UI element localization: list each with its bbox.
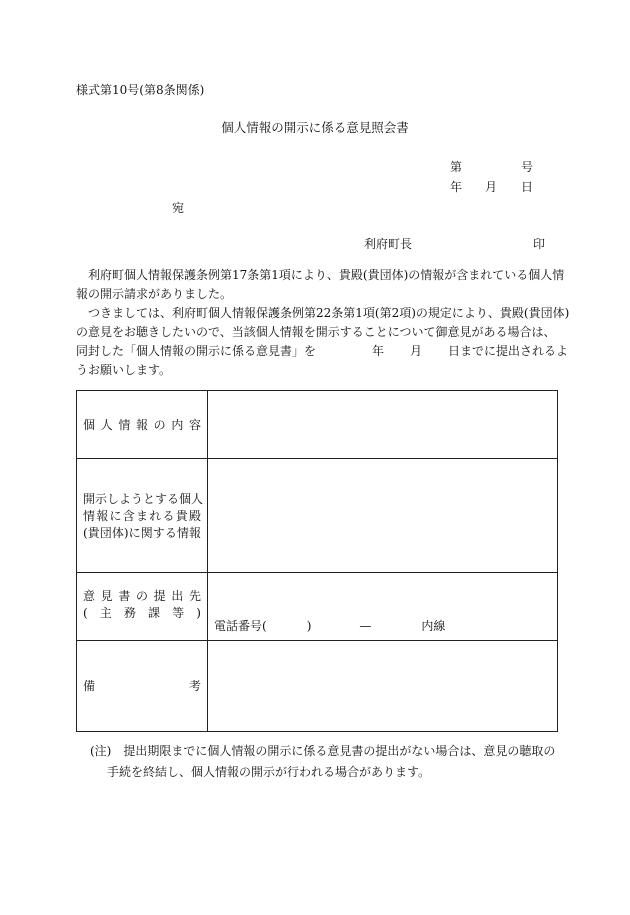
body-line-deadline: [76, 342, 569, 361]
table-row-content: [77, 391, 558, 459]
deadline-day-text: 日までに提出されるよ: [448, 344, 569, 358]
remarks-label-right: 考: [188, 679, 201, 693]
addressee-suffix: 宛: [172, 201, 185, 215]
label-cell: [77, 573, 208, 641]
row-label-line: (貴団体)に関する情報: [83, 526, 201, 540]
extension-label: 内線: [421, 619, 446, 633]
body-paragraph-2: [76, 304, 570, 380]
body-line: 報の開示請求がありました。: [76, 287, 233, 301]
value-cell-submission[interactable]: [208, 573, 558, 641]
note-text: 提出期限までに個人情報の開示に係る意見書の提出がない場合は、意見の聴取の: [123, 744, 556, 758]
body-text: 同封した「個人情報の開示に係る意見書」を: [76, 344, 317, 358]
document-title: 個人情報の開示に係る意見照会書: [221, 120, 409, 135]
remarks-label-left: 備: [83, 679, 96, 693]
body-line: つきましては、利府町個人情報保護条例第22条第1項(第2項)の規定により、貴殿(貴団体): [88, 306, 570, 320]
footnote: [90, 741, 560, 783]
value-cell-remarks[interactable]: [208, 641, 558, 732]
date-month: 月: [485, 180, 498, 194]
number-suffix: 号: [521, 160, 534, 174]
body-paragraph-1: [76, 266, 565, 304]
label-cell: [77, 641, 208, 732]
table-row-related-info: [77, 459, 558, 573]
phone-line: [214, 617, 445, 634]
note-text-continued: 手続を終結し、個人情報の開示が行われる場合があります。: [107, 765, 431, 779]
phone-dash: —: [359, 619, 372, 633]
row-label-line: 開示しようとする個人: [83, 492, 204, 506]
row-label-line: 意見書の提出先: [83, 589, 201, 603]
date-year: 年: [450, 180, 463, 194]
row-label-line: (主務課等): [83, 606, 201, 620]
label-cell: [77, 459, 208, 573]
sender-name: 利府町長: [364, 237, 413, 251]
note-marker: (注): [90, 744, 112, 758]
deadline-month: 月: [410, 344, 423, 358]
body-line: の意見をお聴きしたいので、当該個人情報を開示することについて御意見がある場合は、: [76, 325, 556, 339]
label-cell: [77, 391, 208, 459]
form-number: 様式第10号(第8条関係): [76, 83, 205, 97]
table-row-submission: [77, 573, 558, 641]
seal-mark: 印: [533, 237, 546, 251]
value-cell-related-info[interactable]: [208, 459, 558, 573]
number-label: 第: [450, 160, 463, 174]
value-cell-content[interactable]: [208, 391, 558, 459]
body-line: うお願いします。: [76, 363, 172, 377]
info-table: [76, 390, 558, 732]
date-day: 日: [521, 180, 534, 194]
row-label-line: 情報に含まれる貴殿: [83, 509, 201, 523]
body-line: 利府町個人情報保護条例第17条第1項により、貴殿(貴団体)の情報が含まれている個人情: [88, 268, 565, 282]
deadline-year: 年: [372, 344, 385, 358]
phone-label: 電話番号(: [214, 619, 267, 633]
row-label-content: 個人情報の内容: [83, 418, 201, 432]
phone-close: ): [306, 619, 312, 633]
table-row-remarks: [77, 641, 558, 732]
